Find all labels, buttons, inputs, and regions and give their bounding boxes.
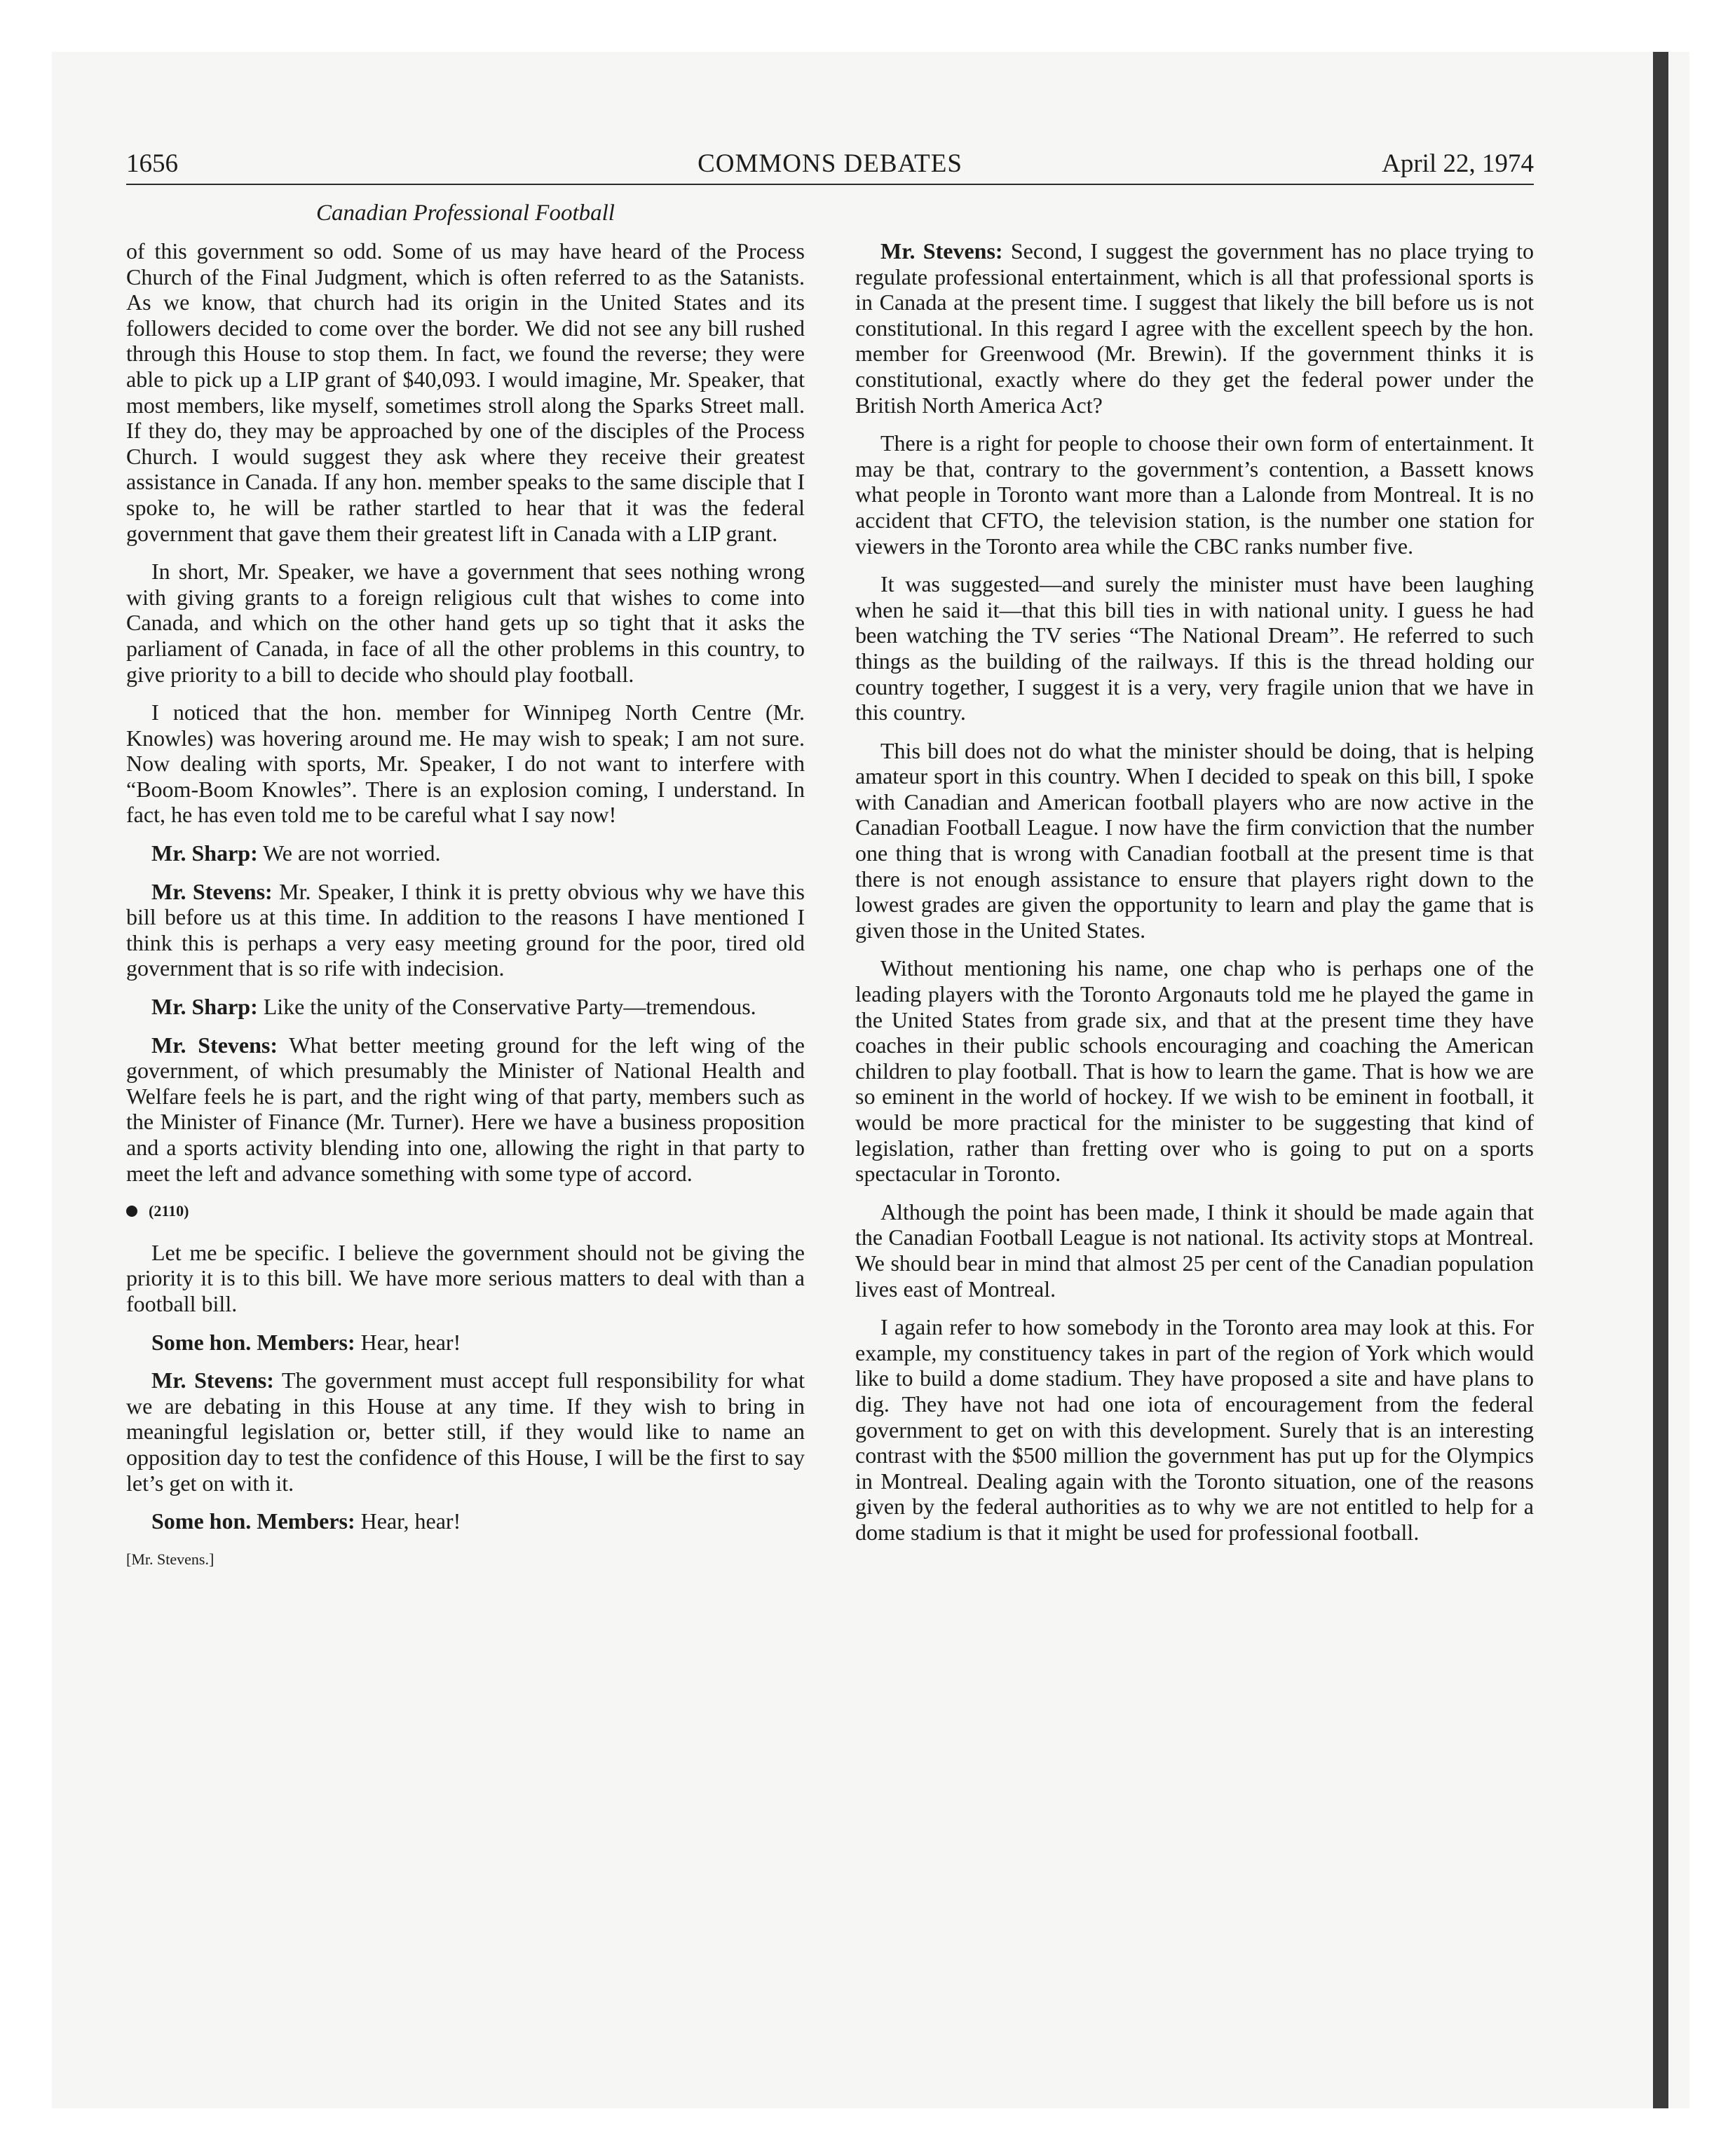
paragraph: Although the point has been made, I think it should be made again that the Canadian Football League is not national. Its activity stops at Montreal. We should bear in mind that almost 25 per cent of the Canadian population lives east of Montreal.	[855, 1199, 1534, 1302]
speech-text: What better meeting ground for the left wing of the government, of which presumably the Minister of National Health and Welfare feels he is part, and the right wing of that party, members such as the Minister of Finance (Mr. Turner). Here we have a business proposition and a sports activity blending into one, allowing the right in that party to meet the left and advance something with some type of accord.	[126, 1032, 805, 1186]
speaker-name: Some hon. Members:	[151, 1329, 355, 1355]
paragraph: In short, Mr. Speaker, we have a government that sees nothing wrong with giving grants to a foreign religious cult that wishes to come into Canada, and which on the other hand gets up so tight that it asks the parliament of Canada, in face of all the other problems in this country, to give priority to a bill to decide who should play football.	[126, 559, 805, 687]
speech	[126, 1367, 805, 1496]
time-marker	[126, 1199, 805, 1224]
header-rule	[126, 184, 1534, 185]
paragraph: There is a right for people to choose their own form of entertainment. It may be that, contrary to the government’s contention, a Bassett knows what people in Toronto want more than a Lalonde from Montreal. It is no accident that CFTO, the television station, is the number one station for viewers in the Toronto area while the CBC ranks number five.	[855, 430, 1534, 559]
paragraph: I noticed that the hon. member for Winnipeg North Centre (Mr. Knowles) was hovering around me. He may wish to speak; I am not sure. Now dealing with sports, Mr. Speaker, I do not want to interfere with “Boom-Boom Knowles”. There is an explosion coming, I understand. In fact, he has even told me to be careful what I say now!	[126, 700, 805, 828]
speech	[126, 994, 805, 1020]
publication-title: COMMONS DEBATES	[698, 149, 962, 178]
time-marker-text: (2110)	[149, 1202, 189, 1220]
bullet-dot-icon	[126, 1206, 137, 1217]
right-column	[855, 238, 1534, 1558]
speech	[126, 879, 805, 981]
speech	[855, 238, 1534, 418]
speaker-name: Mr. Stevens:	[880, 238, 1003, 264]
speech-text: Mr. Speaker, I think it is pretty obvious why we have this bill before us at this time. In addition to the reasons I have mentioned I think this is perhaps a very easy meeting ground for the poor, tired old government that is so rife with indecision.	[126, 878, 805, 981]
speaker-name: Mr. Stevens:	[151, 1367, 274, 1393]
speaker-name: Mr. Sharp:	[151, 840, 258, 866]
speaker-name: Mr. Stevens:	[151, 1032, 278, 1058]
page-number: 1656	[126, 149, 178, 178]
speech	[126, 1032, 805, 1187]
page-header	[126, 149, 1534, 184]
left-column	[126, 238, 805, 1572]
speech-text: Hear, hear!	[355, 1329, 461, 1355]
speech-text: Like the unity of the Conservative Party—tremendous.	[257, 994, 756, 1020]
paragraph: Without mentioning his name, one chap who is perhaps one of the leading players with the Toronto Argonauts told me he played the game in the United States from grade six, and that at the present time they have coaches in their public schools encouraging and coaching the American children to play football. That is how to learn the game. That is how we are so eminent in the world of hockey. If we wish to be eminent in football, it would be more practical for the minister to be suggesting that kind of legislation, rather than fretting over who is going to put on a sports spectacular in Toronto.	[855, 955, 1534, 1187]
running-subject: Canadian Professional Football	[316, 200, 615, 226]
speech-text: Hear, hear!	[355, 1508, 461, 1534]
speech-text: Second, I suggest the government has no place trying to regulate professional entertainment, which is all that professional sports is in Canada at the present time. I suggest that likely the bill before us is not constitutional. In this regard I agree with the excellent speech by the hon. member for Greenwood (Mr. Brewin). If the government thinks it is constitutional, exactly where do they get the federal power under the British North America Act?	[855, 238, 1535, 418]
paragraph: It was suggested—and surely the minister must have been laughing when he said it—that this bill ties in with national unity. I guess he had been watching the TV series “The National Dream”. He referred to such things as the building of the railways. If this is the thread holding our country together, I suggest it is a very, very fragile union that we have in this country.	[855, 571, 1534, 725]
paragraph: I again refer to how somebody in the Toronto area may look at this. For example, my constituency takes in part of the region of York which would like to build a dome stadium. They have proposed a site and have plans to dig. They have not had one iota of encouragement from the federal government to get on with this development. Surely that is an interesting contrast with the $500 million the government has put up for the Olympics in Montreal. Dealing again with the Toronto situation, one of the reasons given by the federal authorities as to why we are not entitled to help for a dome stadium is that it might be used for professional football.	[855, 1314, 1534, 1545]
speaker-name: Some hon. Members:	[151, 1508, 355, 1534]
publication-date: April 22, 1974	[1382, 149, 1534, 178]
speaker-attribution: [Mr. Stevens.]	[126, 1550, 215, 1568]
scan-edge-bar	[1653, 52, 1668, 2108]
paragraph: This bill does not do what the minister should be doing, that is helping amateur sport in this country. When I decided to speak on this bill, I spoke with Canadian and American football players who are now active in the Canadian Football League. I now have the firm conviction that the number one thing that is wrong with Canadian football at the present time is that there is not enough assistance to ensure that players right down to the lowest grades are given the opportunity to learn and play the game that is given those in the United States.	[855, 737, 1534, 943]
speaker-name: Mr. Stevens:	[151, 878, 273, 904]
paragraph: of this government so odd. Some of us may have heard of the Process Church of the Final Judgment, which is often referred to as the Satanists. As we know, that church had its origin in the United States and its followers decided to come over the border. We did not see any bill rushed through this House to stop them. In fact, we found the reverse; they were able to pick up a LIP grant of $40,093. I would imagine, Mr. Speaker, that most members, like myself, sometimes stroll along the Sparks Street mall. If they do, they may be approached by one of the disciples of the Process Church. I would suggest they ask where they receive their greatest assistance in Canada. If any hon. member speaks to the same disciple that I spoke to, he will be rather startled to hear that it was the federal government that gave them their greatest lift in Canada with a LIP grant.	[126, 238, 805, 546]
paragraph: Let me be specific. I believe the government should not be giving the priority it is to this bill. We have more serious matters to deal with than a football bill.	[126, 1239, 805, 1316]
speech	[126, 1508, 805, 1534]
speech-text: We are not worried.	[257, 840, 441, 866]
speech-text: The government must accept full responsibility for what we are debating in this House at any time. If they wish to bring in meaningful legislation or, better still, if they would like to name an opposition day to test the confidence of this House, I will be the first to say let’s get on with it.	[126, 1367, 805, 1496]
speech	[126, 840, 805, 866]
speech	[126, 1330, 805, 1356]
speaker-name: Mr. Sharp:	[151, 994, 258, 1020]
